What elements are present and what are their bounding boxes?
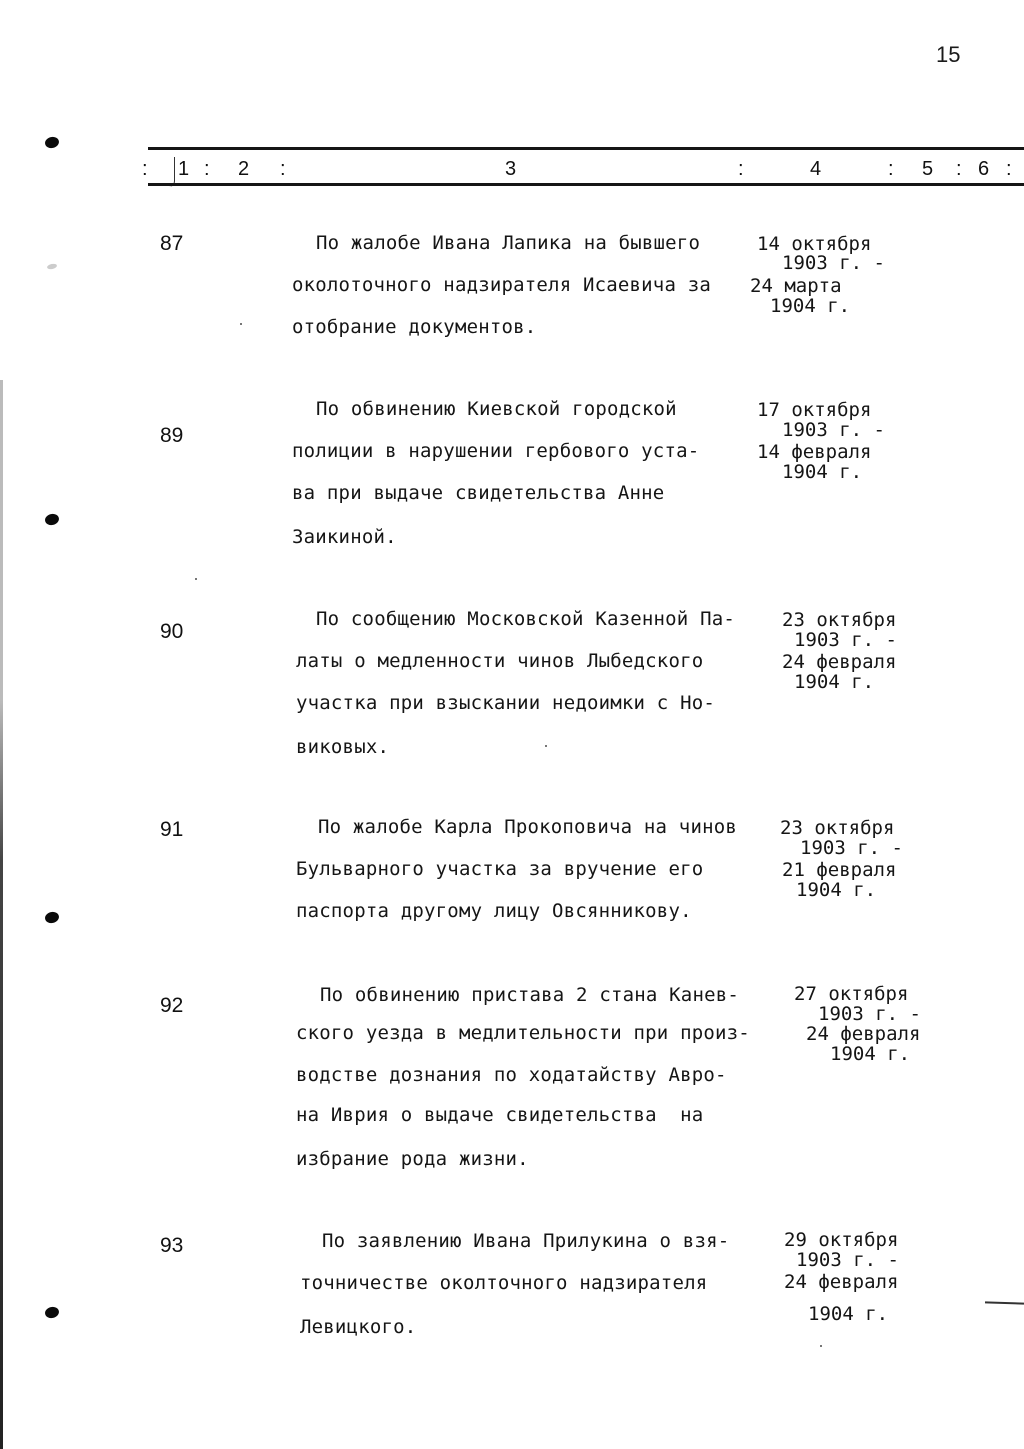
column-header-6: 6 [978,158,990,180]
entry-text-line: ва при выдаче свидетельства Анне [292,482,665,504]
margin-pen-stroke [985,1301,1024,1304]
entry-text-line: паспорта другому лицу Овсянникову. [296,900,692,922]
column-header-5: 5 [922,158,934,180]
entry-text-line: на Иврия о выдаче свидетельства на [296,1104,704,1126]
date-end-year: 1904 г. [782,461,863,483]
scan-edge-shadow [0,380,3,1449]
entry-text-line: Заикиной. [292,526,397,548]
column-header-4: 4 [810,158,822,180]
entry-number: 90 [160,620,184,643]
column-separator: : [738,158,744,180]
column-separator: : [142,158,148,180]
date-end-year: 1904 г. [830,1043,911,1065]
date-end-year: 1904 г. [796,879,877,901]
date-start-day: 14 октября [757,233,872,255]
scan-speck [240,323,242,325]
entry-text-line: ского уезда в медлительности при произ- [296,1022,750,1044]
date-start-year: 1903 г. - [794,629,897,651]
column-separator: : [1006,158,1012,180]
entry-number: 92 [160,994,184,1017]
column-separator: : [280,158,286,180]
date-start-year: 1903 г. - [818,1003,921,1025]
column-separator: : [204,158,210,180]
scan-speck [545,745,547,747]
entry-text-line: Бульварного участка за вручение его [296,858,704,880]
column-header-1: 1 [178,158,190,180]
entry-text-line: По обвинению Киевской городской [316,398,677,420]
entry-text-line: латы о медленности чинов Лыбедского [296,650,704,672]
entry-text-line: участка при взыскании недоимки с Но- [296,692,716,714]
date-start-day: 23 октября [782,609,897,631]
entry-text-line: околоточного надзирателя Исаевича за [292,274,712,296]
entry-text-line: По жалобе Ивана Лапика на бывшего [316,232,701,254]
date-end-year: 1904 г. [794,671,875,693]
header-rule-top [148,147,1024,150]
punch-hole-mark [44,136,60,150]
date-end-year: 1904 г. [808,1303,889,1325]
entry-number: 91 [160,818,184,841]
entry-text-line: водстве дознания по ходатайству Авро- [296,1064,727,1086]
punch-hole-mark [44,911,60,925]
column-separator: : [888,158,894,180]
date-end-day: 24 февраля [782,651,897,673]
date-end-day: 14 февраля [757,441,872,463]
entry-text-line: По обвинению пристава 2 стана Канев- [320,984,740,1006]
column-header-band [142,145,1024,189]
column-header-2: 2 [238,158,250,180]
entry-text-line: полиции в нарушении гербового уста- [292,440,700,462]
date-start-year: 1903 г. - [796,1249,899,1271]
punch-hole-mark [44,513,60,527]
entry-text-line: Левицкого. [300,1316,417,1338]
date-start-year: 1903 г. - [782,419,885,441]
entry-text-line: По сообщению Московской Казенной Па- [316,608,736,630]
entry-text-line: По жалобе Карла Прокоповича на чинов [318,816,738,838]
entry-number: 93 [160,1234,184,1257]
entry-text-line: отобрание документов. [292,316,537,338]
entry-text-line: По заявлению Ивана Прилукина о взя- [322,1230,730,1252]
date-end-day: 21 февраля [782,859,897,881]
date-start-day: 17 октября [757,399,872,421]
punch-hole-mark [47,263,58,270]
entry-text-line: точничестве околточного надзирателя [300,1272,708,1294]
date-start-year: 1903 г. - [800,837,903,859]
date-start-day: 23 октября [780,817,895,839]
date-end-year: 1904 г. [770,295,851,317]
date-start-day: 27 октября [794,983,909,1005]
date-end-day: 24 марта [750,275,842,297]
scan-speck [820,1345,822,1347]
date-start-year: 1903 г. - [782,252,885,274]
entry-number: 89 [160,424,184,447]
date-end-day: 24 февраля [806,1023,921,1045]
column-header-3: 3 [505,158,517,180]
date-start-day: 29 октября [784,1229,899,1251]
date-end-day: 24 февраля [784,1271,899,1293]
page-number: 15 [936,42,961,67]
entry-text-line: избрание рода жизни. [296,1148,529,1170]
column-separator: : [956,158,962,180]
entry-number: 87 [160,232,184,255]
entry-text-line: виковых. [296,736,390,758]
header-rule-bottom [148,183,1024,186]
scan-speck [195,578,197,580]
punch-hole-mark [44,1306,60,1320]
